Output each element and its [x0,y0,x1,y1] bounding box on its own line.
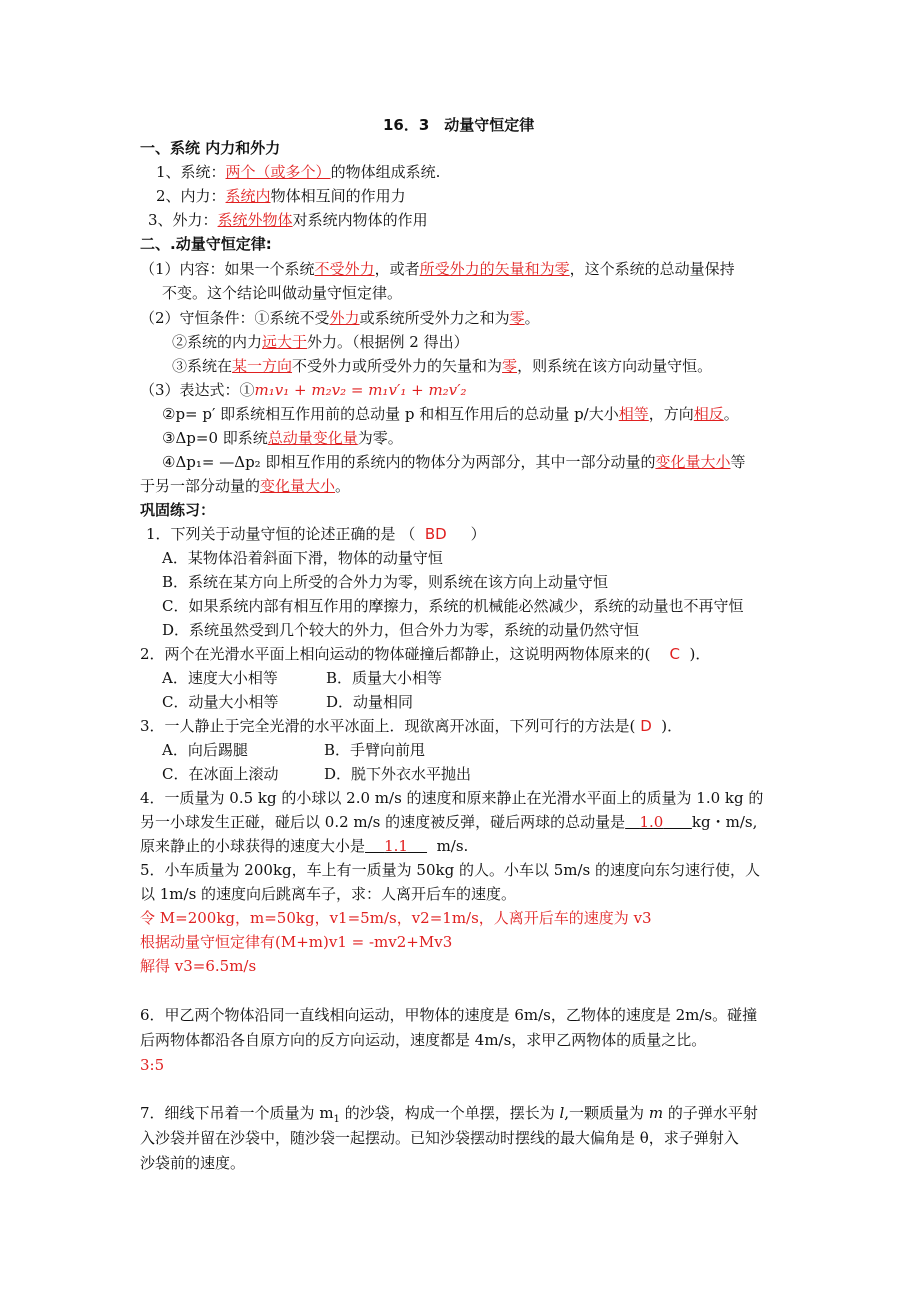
s2-expression-4: ④Δp₁= —Δp₂ 即相互作用的系统内的物体分为两部分，其中一部分动量的变化量大小等 [162,453,746,471]
q7-line-1: 7．细线下吊着一个质量为 $m_1$ 的沙袋，构成一个单摆，摆长为 l,一颗质量为 m 的子弹水平射 [140,1104,758,1125]
q6-line-2: 后两物体都沿各自原方向的反方向运动，速度都是 4m/s，求甲乙两物体的质量之比。 [140,1031,707,1049]
q4-line-1: 4．一质量为 0.5 kg 的小球以 2.0 m/s 的速度和原来静止在光滑水平面上的质量为 1.0 kg 的 [140,789,764,807]
q4-line-2: 另一小球发生正碰，碰后以 0.2 m/s 的速度被反弹，碰后两球的总动量是 1.0 kg・m/s, [140,813,758,831]
momentum-formula: m₁v₁ + m₂v₂ = m₁v′₁ + m₂v′₂ [254,381,467,399]
q1-option-b: B．系统在某方向上所受的合外力为零，则系统在该方向上动量守恒 [162,573,609,591]
q1-option-a: A．某物体沿着斜面下滑，物体的动量守恒 [162,549,443,567]
s2-condition-3: ③系统在某一方向不受外力或所受外力的矢量和为零，则系统在该方向动量守恒。 [172,357,713,375]
q3-option-a: A．向后踢腿 [162,741,248,759]
s2-expression-2: ②p= p′ 即系统相互作用前的总动量 p 和相互作用后的总动量 p/大小相等，方向相反。 [162,405,739,423]
s2-condition-2: ②系统的内力远大于外力。（根据例 2 得出） [172,333,469,351]
q5-line-1: 5．小车质量为 200kg，车上有一质量为 50kg 的人。小车以 5m/s 的速度向东匀速行使，人 [140,861,761,879]
q7-line-2: 入沙袋并留在沙袋中，随沙袋一起摆动。已知沙袋摆动时摆线的最大偏角是 θ，求子弹射入 [140,1129,739,1147]
q2-option-a: A．速度大小相等 [162,669,278,687]
q5-solution-2: 根据动量守恒定律有(M+m)v1 = -mv2+Mv3 [140,933,453,951]
q7-line-3: 沙袋前的速度。 [140,1154,246,1172]
s1-item-1: 1、系统：两个（或多个）的物体组成系统. [156,163,441,181]
s1-item-2: 2、内力：系统内物体相互间的作用力 [156,187,406,205]
q5-solution-3: 解得 v3=6.5m/s [140,957,257,975]
q6-answer: 3:5 [140,1056,165,1074]
q5-line-2: 以 1m/s 的速度向后跳离车子，求：人离开后车的速度。 [140,885,517,903]
q3-option-c: C．在冰面上滚动 [162,765,279,783]
section-2-heading: 二、.动量守恒定律: [140,235,272,253]
q4-answer-1: 1.0 [639,813,664,831]
practice-heading: 巩固练习： [140,501,216,519]
q2-answer: C [669,645,680,663]
q3-stem: 3．一人静止于完全光滑的水平冰面上．现欲离开冰面，下列可行的方法是( D )． [140,717,683,735]
q3-option-b: B．手臂向前甩 [324,741,426,759]
q1-answer: BD [424,525,447,543]
q6-line-1: 6．甲乙两个物体沿同一直线相向运动，甲物体的速度是 6m/s，乙物体的速度是 2m/s。碰撞 [140,1006,758,1024]
s2-expression-1: （3）表达式：①m₁v₁ + m₂v₂ = m₁v′₁ + m₂v′₂ [140,381,467,399]
q4-line-3: 原来静止的小球获得的速度大小是 1.1 m/s. [140,837,469,855]
s2-content: （1）内容：如果一个系统不受外力，或者所受外力的矢量和为零，这个系统的总动量保持 [140,260,735,278]
q1-option-d: D．系统虽然受到几个较大的外力，但合外力为零，系统的动量仍然守恒 [162,621,640,639]
q2-option-c: C．动量大小相等 [162,693,279,711]
q3-option-d: D．脱下外衣水平抛出 [324,765,472,783]
page-title: 16．3 动量守恒定律 [383,116,535,134]
q4-answer-2: 1.1 [384,837,408,855]
q1-stem: 1．下列关于动量守恒的论述正确的是 （ BD ） [146,525,486,543]
q5-solution-1: 令 M=200kg，m=50kg，v1=5m/s，v2=1m/s，人离开后车的速度为 v3 [140,909,652,927]
q2-option-d: D．动量相同 [326,693,414,711]
s2-content-line2: 不变。这个结论叫做动量守恒定律。 [162,284,403,302]
s2-expression-4-line2: 于另一部分动量的变化量大小。 [140,477,351,495]
q3-answer: D [640,717,652,735]
q2-stem: 2．两个在光滑水平面上相向运动的物体碰撞后都静止，这说明两物体原来的( C )． [140,645,711,663]
q1-option-c: C．如果系统内部有相互作用的摩擦力，系统的机械能必然减少，系统的动量也不再守恒 [162,597,744,615]
section-1-heading: 一、系统 内力和外力 [140,139,281,157]
s1-item-3: 3、外力：系统外物体对系统内物体的作用 [148,211,428,229]
q2-option-b: B．质量大小相等 [326,669,443,687]
s2-condition-1: （2）守恒条件：①系统不受外力或系统所受外力之和为零。 [140,309,540,327]
s2-expression-3: ③Δp=0 即系统总动量变化量为零。 [162,429,403,447]
